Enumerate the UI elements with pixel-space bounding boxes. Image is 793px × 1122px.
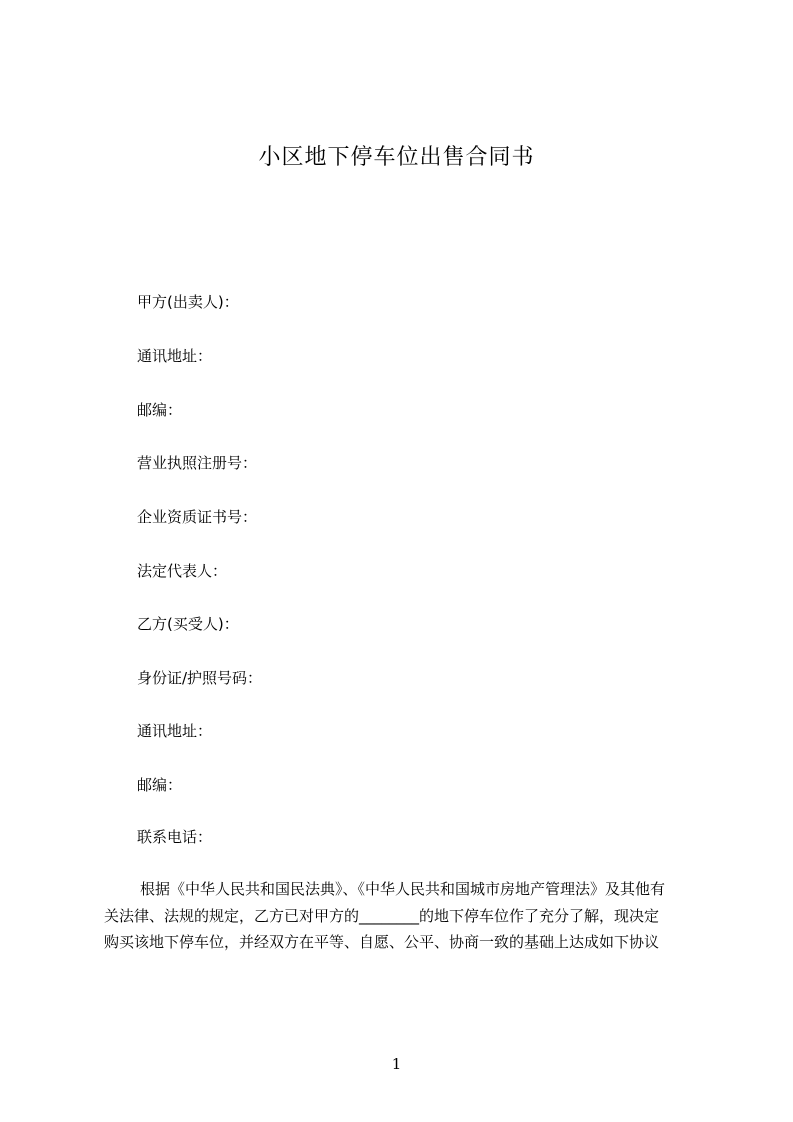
field-buyer-postcode-label: 邮编： bbox=[137, 776, 183, 794]
preamble-paragraph bbox=[104, 876, 704, 956]
page-number: 1 bbox=[391, 1055, 402, 1073]
field-legal-representative-label: 法定代表人： bbox=[137, 562, 228, 580]
field-seller-label: 甲方(出卖人)： bbox=[137, 293, 239, 311]
field-seller-postcode-label: 邮编： bbox=[137, 401, 183, 419]
field-buyer-label: 乙方(买受人)： bbox=[137, 615, 239, 633]
paragraph-line: 关法律、法规的规定，乙方已对甲方的________的地下停车位作了充分了解，现决定 bbox=[104, 906, 660, 925]
paragraph-line: 购买该地下停车位，并经双方在平等、自愿、公平、协商一致的基础上达成如下协议 bbox=[104, 933, 660, 951]
document-title: 小区地下停车位出售合同书 bbox=[258, 145, 535, 170]
field-qualification-cert-label: 企业资质证书号： bbox=[137, 508, 258, 526]
field-seller-address-label: 通讯地址： bbox=[137, 347, 213, 365]
field-buyer-address-label: 通讯地址： bbox=[137, 722, 213, 740]
field-business-license-label: 营业执照注册号： bbox=[137, 454, 258, 472]
field-id-passport-label: 身份证/护照号码： bbox=[137, 669, 263, 687]
field-phone-label: 联系电话： bbox=[137, 828, 213, 846]
paragraph-line: 根据《中华人民共和国民法典》、《中华人民共和国城市房地产管理法》及其他有 bbox=[140, 880, 666, 898]
